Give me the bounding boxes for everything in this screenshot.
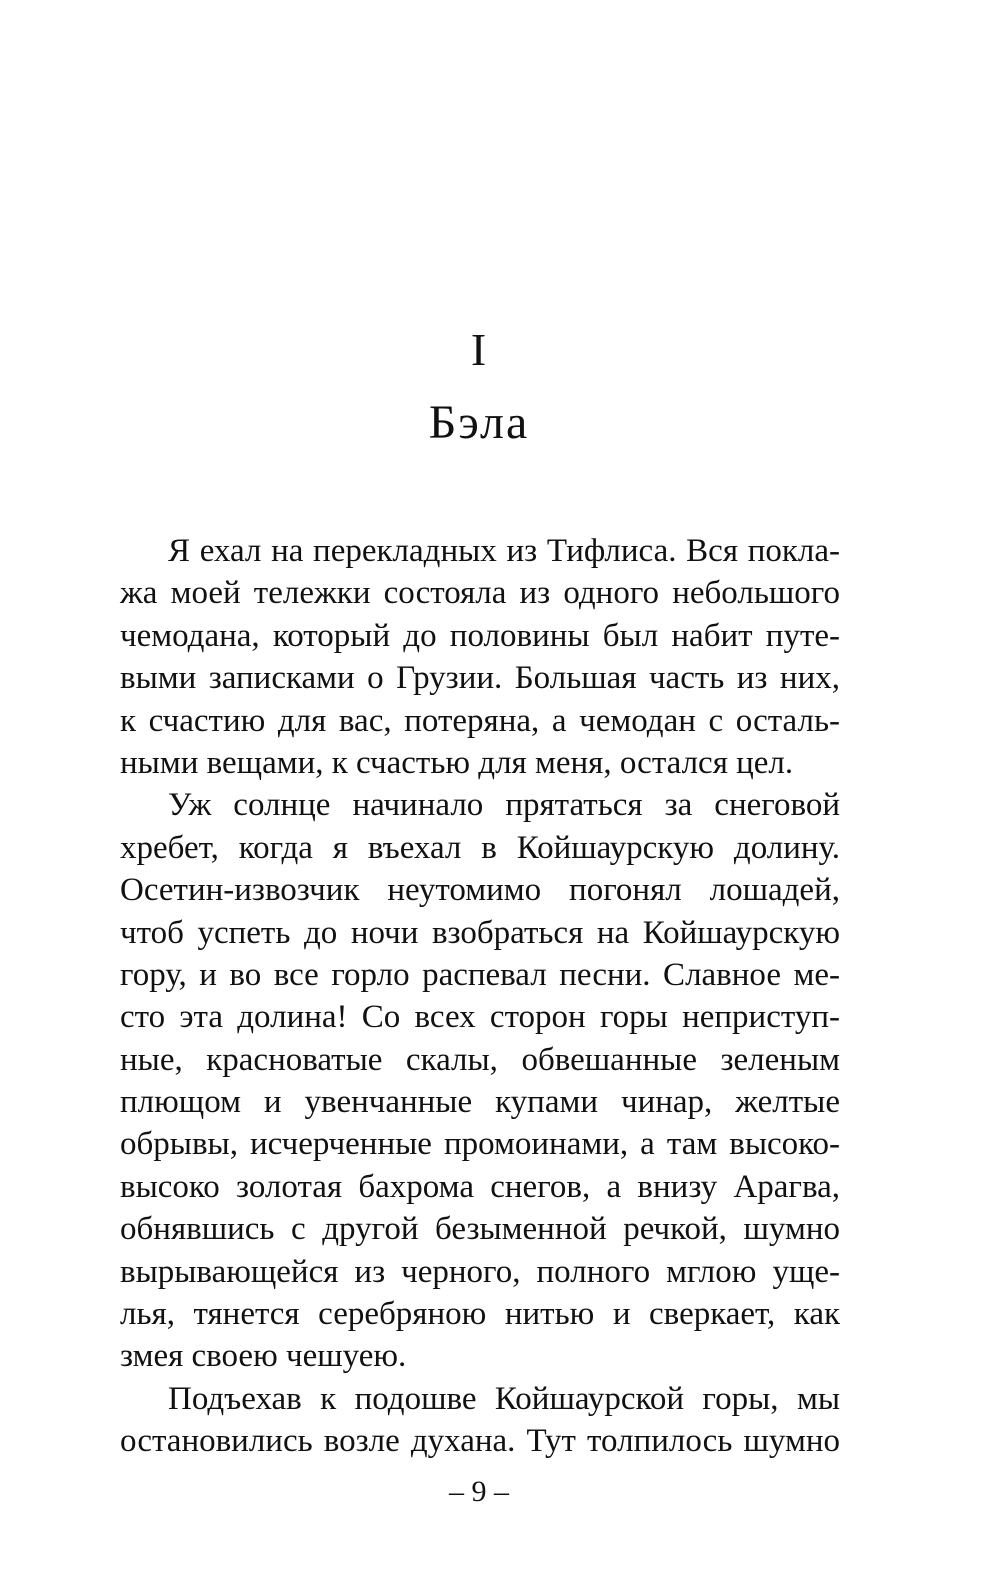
- text-line: Я ехал на перекладных из Тифлиса. Вся покла-: [168, 533, 840, 569]
- text-line: жа моей тележки состояла из одного небольшого: [120, 575, 840, 612]
- text-line: обрывы, исчерченные промоинами, а там высоко-: [120, 1126, 840, 1163]
- text-line: гору, и во все горло распевал песни. Славное ме-: [120, 956, 840, 993]
- text-line: высоко золотая бахрома снегов, а внизу Арагва,: [120, 1168, 840, 1205]
- page-number: – 9 –: [449, 1475, 509, 1508]
- text-line: вырывающейся из черного, полного мглою уще-: [120, 1253, 840, 1290]
- body-text: [120, 530, 840, 1463]
- text-line: чтоб успеть до ночи взобраться на Койшаурскую: [120, 914, 840, 951]
- text-line: Уж солнце начинало прятаться за снеговой: [168, 787, 840, 824]
- text-line: остановились возле духана. Тут толпилось шумно: [120, 1423, 840, 1460]
- text-line: сто эта долина! Со всех сторон горы неприступ-: [120, 999, 840, 1036]
- text-line: Подъехав к подошве Койшаурской горы, мы: [168, 1380, 840, 1417]
- text-line: обнявшись с другой безыменной речкой, шумно: [120, 1211, 840, 1248]
- text-line: ные, красноватые скалы, обвешанные зеленым: [120, 1041, 840, 1078]
- chapter-title: Бэла: [428, 396, 530, 449]
- text-line: выми записками о Грузии. Большая часть из них,: [120, 660, 840, 697]
- text-line: змея своею чешуею.: [120, 1338, 407, 1375]
- text-line: чемодана, который до половины был набит путе-: [120, 617, 840, 654]
- paragraph: [120, 784, 840, 1377]
- paragraph: [120, 1378, 840, 1463]
- text-line: плющом и увенчанные купами чинар, желтые: [120, 1084, 840, 1121]
- text-line: ными вещами, к счастью для меня, остался цел.: [120, 744, 794, 781]
- text-line: хребет, когда я въехал в Койшаурскую долину.: [120, 829, 840, 866]
- paragraph: [120, 530, 840, 784]
- text-line: к счастию для вас, потеряна, а чемодан с осталь-: [120, 702, 840, 739]
- text-line: лья, тянется серебряною нитью и сверкает, как: [120, 1296, 840, 1333]
- chapter-number: I: [470, 324, 488, 375]
- text-line: Осетин-извозчик неутомимо погонял лошадей,: [120, 872, 840, 909]
